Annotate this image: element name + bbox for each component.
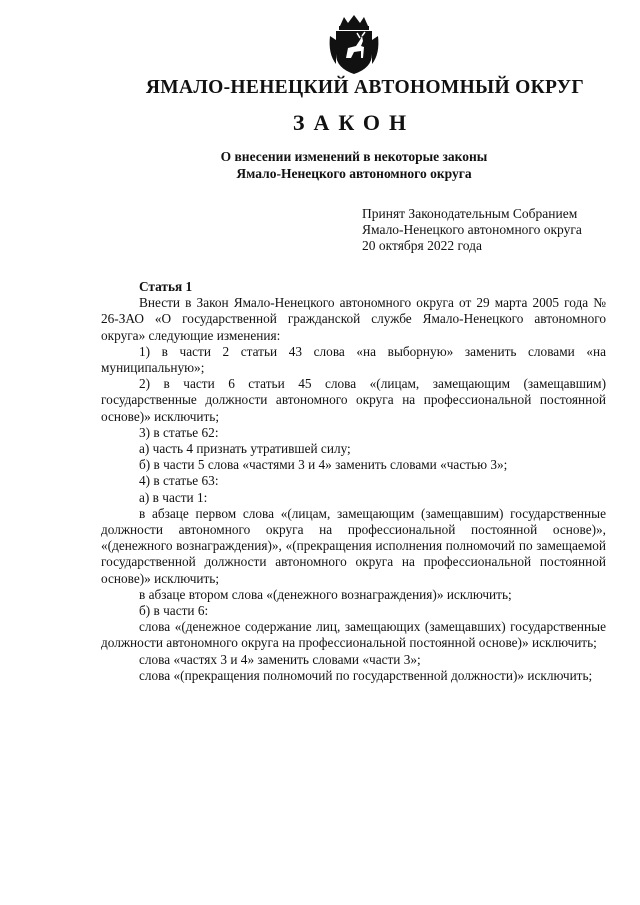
paragraph: в абзаце втором слова «(денежного вознаграждения)» исключить; [139,586,512,602]
paragraph: б) в части 5 слова «частями 3 и 4» заменить словами «частью 3»; [139,457,508,473]
subject-line-2: Ямало-Ненецкого автономного округа [236,166,472,181]
paragraph: 1) в части 2 статьи 43 слова «на выборную» заменить словами «на муниципальную»; [101,343,606,376]
law-subject [0,148,640,182]
paragraph: слова «(прекращения полномочий по государственной должности)» исключить; [139,667,593,683]
article-title: Статья 1 [139,279,193,294]
paragraph: 4) в статье 63: [139,473,219,489]
paragraph: слова «частях 3 и 4» заменить словами «части 3»; [139,651,421,667]
article-body [101,279,606,684]
paragraph: а) в части 1: [139,489,208,505]
adoption-date: 20 октября 2022 года [362,238,482,253]
paragraph: в абзаце первом слова «(лицам, замещающим (замещавшим) государственные должности автономного округа на профессиональной постоянной основе)», «(денежного вознаграждения)», «(прекращения исполнения полномочий по замещаемой государственной должности автономного округа на профессиональной постоянной основе)» исключить; [101,505,606,586]
paragraph: б) в части 6: [139,603,209,619]
document-type-title: ЗАКОН [292,110,416,135]
adoption-info [362,206,582,254]
paragraph: 3) в статье 62: [139,424,219,440]
paragraph: 2) в части 6 статьи 45 слова «(лицам, замещающим (замещавшим) государственные должности автономного округа на профессиональной постоянной основе)» исключить; [101,376,606,424]
subject-line-1: О внесении изменений в некоторые законы [220,149,488,164]
coat-of-arms-emblem [326,14,382,76]
paragraph: Внести в Закон Ямало-Ненецкого автономного округа от 29 марта 2005 года № 26-ЗАО «О государственной гражданской службе Ямало-Ненецкого автономного округа» следующие изменения: [101,295,606,343]
paragraph: слова «(денежное содержание лиц, замещающих (замещавших) государственные должности автономного округа на профессиональной постоянной основе)» исключить; [101,619,606,651]
paragraph: а) часть 4 признать утратившей силу; [139,441,351,457]
adoption-line-2: Ямало-Ненецкого автономного округа [362,222,582,237]
region-title: ЯМАЛО-НЕНЕЦКИЙ АВТОНОМНЫЙ ОКРУГ [145,77,585,98]
adoption-line-1: Принят Законодательным Собранием [362,206,578,221]
